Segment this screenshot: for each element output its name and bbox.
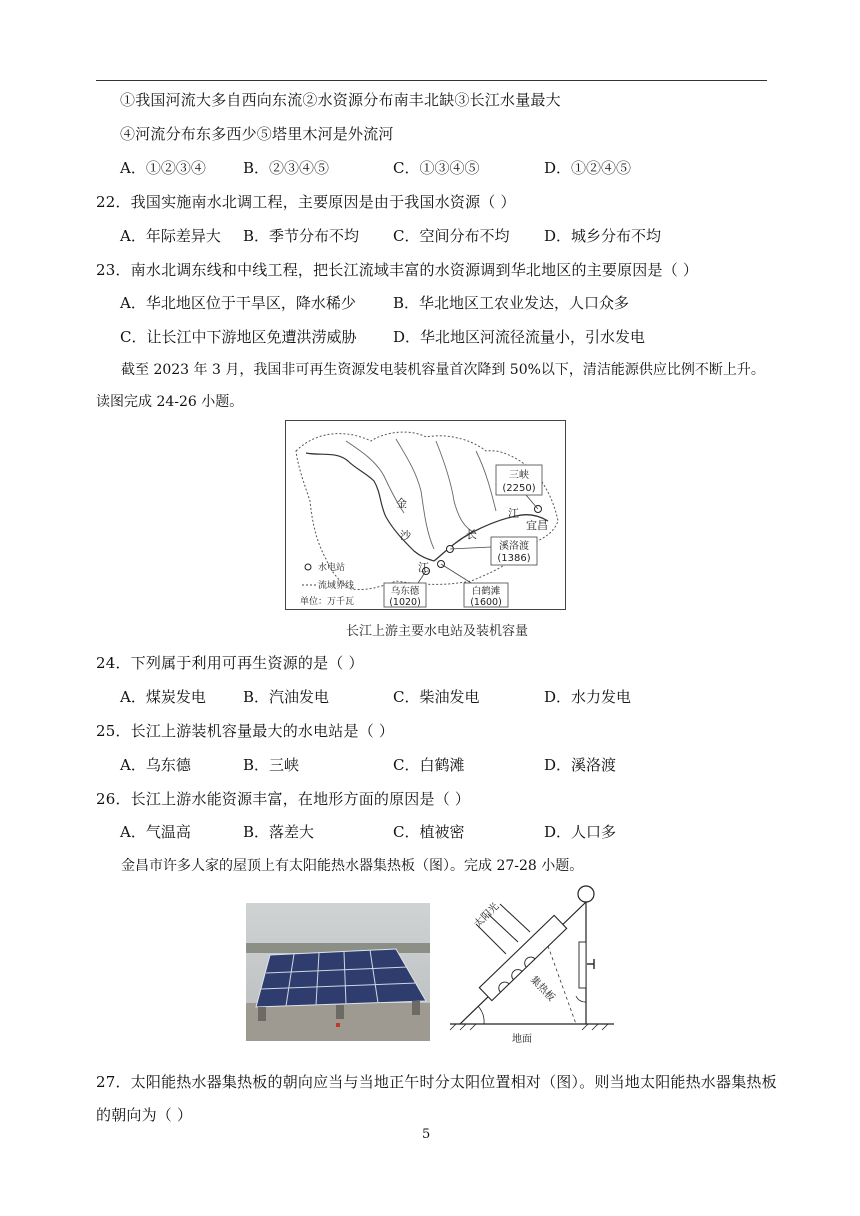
station-capacity-wudongde: (1020) — [389, 597, 421, 608]
q27-stem-line1: 27．太阳能热水器集热板的朝向应当与当地正午时分太阳位置相对（图）。则当地太阳能热水器集热板 — [96, 1073, 777, 1091]
q22-option-c[interactable]: C．空间分布不均 — [393, 227, 510, 245]
q25-option-d[interactable]: D．溪洛渡 — [544, 756, 617, 774]
jinsha-river — [306, 453, 434, 561]
panel-label: 集热板 — [527, 974, 557, 1004]
sunlight-label: 太阳光 — [472, 901, 502, 931]
q26-stem: 26．长江上游水能资源丰富，在地形方面的原因是（ ） — [96, 790, 471, 808]
q21-option-b[interactable]: B．②③④⑤ — [243, 159, 330, 177]
pointer-xiluodu — [450, 547, 491, 549]
q25-stem: 25．长江上游装机容量最大的水电站是（ ） — [96, 722, 395, 740]
river-char-jiang-1: 江 — [418, 561, 429, 574]
city-yichang: 宜昌 — [526, 519, 548, 532]
passage-24-26: 截至 2023 年 3 月，我国非可再生资源发电装机容量首次降到 50%以下，清洁能源供应比例不断上升。读图完成 24-26 小题。 — [96, 362, 765, 410]
yangtze-hydropower-map — [285, 420, 566, 610]
q21-statements-line1: ①我国河流大多自西向东流②水资源分布南丰北缺③长江水量最大 — [120, 91, 561, 109]
ground-label: 地面 — [512, 1034, 532, 1045]
q21-option-d[interactable]: D．①②④⑤ — [544, 159, 632, 177]
q22-option-d[interactable]: D．城乡分布不均 — [544, 227, 662, 245]
q24-option-d[interactable]: D．水力发电 — [544, 688, 632, 706]
map-caption: 长江上游主要水电站及装机容量 — [346, 624, 529, 639]
q22-stem: 22．我国实施南水北调工程，主要原因是由于我国水资源（ ） — [96, 193, 516, 211]
q25-option-a[interactable]: A．乌东德 — [120, 756, 191, 774]
q24-stem: 24．下列属于利用可再生资源的是（ ） — [96, 654, 364, 672]
station-name-wudongde: 乌东德 — [390, 586, 420, 597]
station-capacity-sanxia: (2250) — [502, 483, 536, 494]
station-name-baihetan: 白鹤滩 — [471, 586, 501, 597]
collector-panel — [479, 915, 566, 1000]
page-number: 5 — [422, 1127, 431, 1142]
q24-option-c[interactable]: C．柴油发电 — [393, 688, 480, 706]
angle-gauge — [579, 942, 586, 988]
river-char-chang: 长 — [466, 528, 477, 541]
q25-option-c[interactable]: C．白鹤滩 — [393, 756, 465, 774]
q23-stem: 23．南水北调东线和中线工程，把长江流域丰富的水资源调到华北地区的主要原因是（ ） — [96, 261, 699, 279]
station-name-xiluodu: 溪洛渡 — [499, 541, 529, 552]
station-capacity-baihetan: (1600) — [470, 597, 502, 608]
tributary-4 — [476, 451, 496, 511]
q26-option-b[interactable]: B．落差大 — [243, 823, 315, 841]
station-capacity-xiluodu: (1386) — [497, 553, 531, 564]
legend-unit-label: 单位：万千瓦 — [300, 597, 355, 607]
header-rule — [96, 80, 767, 81]
legend-station-label: 水电站 — [318, 563, 346, 573]
q26-option-d[interactable]: D．人口多 — [544, 823, 617, 841]
q26-option-a[interactable]: A．气温高 — [120, 823, 191, 841]
river-char-jin: 金 — [396, 497, 407, 510]
legend-boundary-label: 流域界线 — [318, 581, 355, 591]
q22-option-b[interactable]: B．季节分布不均 — [243, 227, 360, 245]
legend-station-icon — [305, 564, 311, 570]
q25-option-b[interactable]: B．三峡 — [243, 756, 300, 774]
q23-option-b[interactable]: B．华北地区工农业发达，人口众多 — [393, 294, 630, 312]
pulley-icon — [578, 886, 594, 902]
tributary-3 — [436, 441, 476, 533]
station-name-sanxia: 三峡 — [509, 470, 529, 481]
solar-collector-diagram — [438, 884, 618, 1050]
panel-array — [256, 949, 426, 1007]
passage-27-28: 金昌市许多人家的屋顶上有太阳能热水器集热板（图）。完成 27-28 小题。 — [121, 858, 584, 874]
q23-option-d[interactable]: D．华北地区河流径流量小，引水发电 — [393, 328, 646, 346]
q24-option-a[interactable]: A．煤炭发电 — [120, 688, 206, 706]
q21-statements-line2: ④河流分布东多西少⑤塔里木河是外流河 — [120, 125, 394, 143]
q22-option-a[interactable]: A．年际差异大 — [120, 227, 221, 245]
q23-option-a[interactable]: A．华北地区位于干旱区，降水稀少 — [120, 294, 356, 312]
q26-option-c[interactable]: C．植被密 — [393, 823, 465, 841]
q21-option-a[interactable]: A．①②③④ — [120, 159, 206, 177]
solar-panel-photo — [246, 903, 430, 1041]
q27-stem-line2: 的朝向为（ ） — [96, 1106, 193, 1124]
map-legend — [300, 561, 354, 607]
q21-option-c[interactable]: C．①③④⑤ — [393, 159, 480, 177]
q24-option-b[interactable]: B．汽油发电 — [243, 688, 330, 706]
river-char-sha: 沙 — [400, 529, 411, 542]
q23-option-c[interactable]: C．让长江中下游地区免遭洪涝威胁 — [120, 328, 357, 346]
river-char-jiang-2: 江 — [508, 507, 519, 520]
map-svg — [286, 421, 565, 609]
dashed-line — [548, 946, 576, 1024]
pointer-sanxia — [526, 495, 538, 509]
